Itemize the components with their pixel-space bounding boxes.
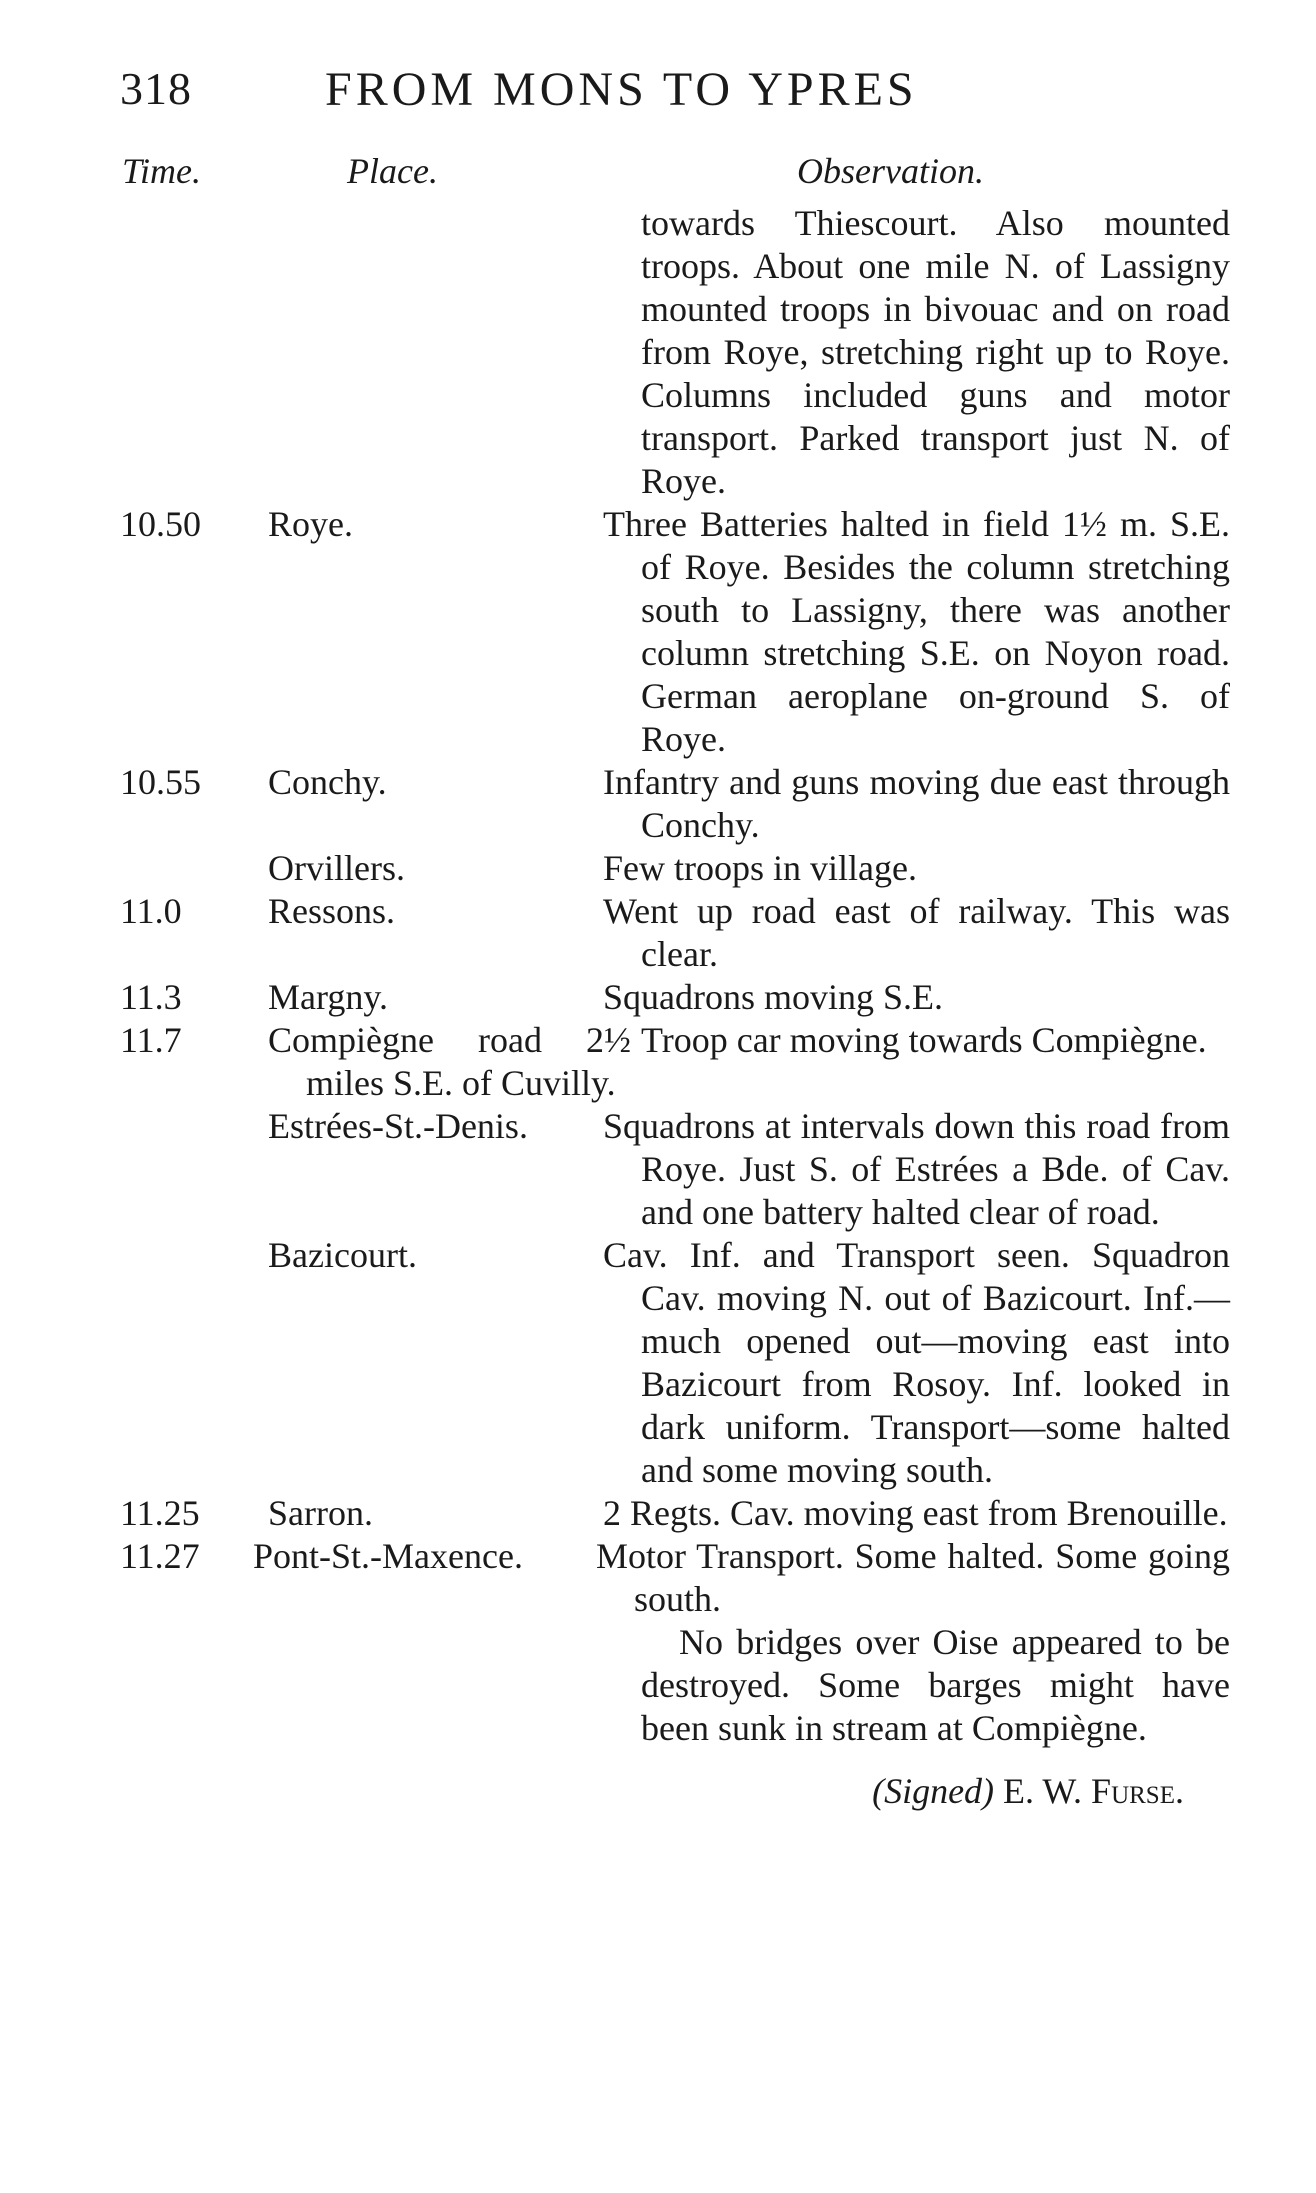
row-time: 11.25 bbox=[120, 1493, 200, 1533]
row-place: Estrées-St.-Denis. bbox=[268, 1106, 528, 1146]
row-place: Margny. bbox=[268, 977, 388, 1017]
row-time: 11.0 bbox=[120, 891, 182, 931]
table-row bbox=[120, 1535, 1230, 1621]
running-title: FROM MONS TO YPRES bbox=[325, 63, 918, 116]
table-row bbox=[120, 1105, 1230, 1234]
row-observation: towards Thiescourt. Also mounted troops. About one mile N. of Lassigny mounted troops in bivouac and on road from Roye, stretching right up to Roye. Columns included guns and motor transport. Parked transport just N. of Roye. bbox=[641, 203, 1230, 501]
row-place: Sarron. bbox=[268, 1493, 373, 1533]
table-row bbox=[120, 1019, 1230, 1105]
row-place: Bazicourt. bbox=[268, 1235, 417, 1275]
table-row bbox=[120, 890, 1230, 976]
table-row bbox=[120, 1492, 1230, 1535]
table-row bbox=[120, 1234, 1230, 1492]
signature-prefix: (Signed) bbox=[872, 1771, 995, 1811]
column-heading-observation: Observation. bbox=[797, 151, 984, 191]
row-observation: Three Batteries halted in field 1½ m. S.E. of Roye. Besides the column stretching south to Lassigny, there was another column stretching S.E. on Noyon road. German aeroplane on-ground S. of Roye. bbox=[603, 504, 1230, 759]
row-place: Ressons. bbox=[268, 891, 396, 931]
observation-table bbox=[120, 202, 1230, 1813]
column-heading-place: Place. bbox=[347, 151, 438, 191]
row-time: 11.3 bbox=[120, 977, 182, 1017]
table-row bbox=[120, 976, 1230, 1019]
page-number: 318 bbox=[120, 63, 192, 114]
row-observation: Troop car moving towards Compiègne. bbox=[641, 1020, 1207, 1060]
page-header bbox=[120, 62, 1220, 132]
row-time: 11.7 bbox=[120, 1020, 182, 1060]
row-place: Orvillers. bbox=[268, 848, 405, 888]
row-time: 10.50 bbox=[120, 504, 201, 544]
row-observation: Squadrons moving S.E. bbox=[603, 977, 944, 1017]
row-time: 10.55 bbox=[120, 762, 201, 802]
row-place: Conchy. bbox=[268, 762, 387, 802]
row-place: Pont-St.-Maxence. bbox=[253, 1536, 523, 1576]
table-row bbox=[120, 202, 1230, 503]
table-row bbox=[120, 847, 1230, 890]
closing-row bbox=[120, 1621, 1230, 1750]
row-place: Compiègne road 2½ miles S.E. of Cuvilly. bbox=[268, 1020, 631, 1103]
row-observation: Went up road east of railway. This was clear. bbox=[603, 891, 1230, 974]
signature-name: E. W. Furse. bbox=[1003, 1771, 1184, 1811]
signature bbox=[120, 1770, 1230, 1813]
row-observation: 2 Regts. Cav. moving east from Brenouille. bbox=[603, 1493, 1228, 1533]
row-observation: Infantry and guns moving due east through Conchy. bbox=[603, 762, 1230, 845]
table-row bbox=[120, 761, 1230, 847]
row-observation: Cav. Inf. and Transport seen. Squadron Cav. moving N. out of Bazicourt. Inf.—much opened out—moving east into Bazicourt from Rosoy. Inf. looked in dark uniform. Transport—some halted and some moving south. bbox=[603, 1235, 1230, 1490]
row-observation: Few troops in village. bbox=[603, 848, 917, 888]
row-time: 11.27 bbox=[120, 1536, 200, 1576]
column-heading-time: Time. bbox=[122, 151, 202, 191]
row-place: Roye. bbox=[268, 504, 353, 544]
closing-paragraph: No bridges over Oise appeared to be destroyed. Some barges might have been sunk in stream at Compiègne. bbox=[641, 1622, 1230, 1748]
table-row bbox=[120, 503, 1230, 761]
row-observation: Motor Transport. Some halted. Some going south. bbox=[596, 1536, 1230, 1619]
row-observation: Squadrons at intervals down this road from Roye. Just S. of Estrées a Bde. of Cav. and one battery halted clear of road. bbox=[603, 1106, 1230, 1232]
